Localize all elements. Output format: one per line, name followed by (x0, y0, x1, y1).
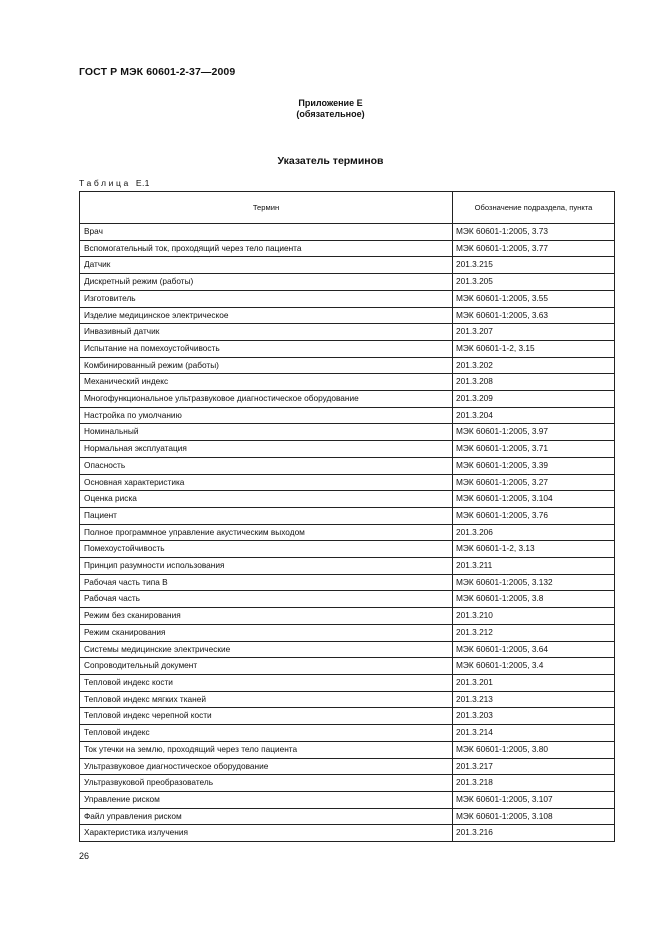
table-row (80, 340, 615, 357)
term-cell: Режим без сканирования (80, 608, 453, 625)
table-row (80, 741, 615, 758)
clause-cell: МЭК 60601-1:2005, 3.77 (453, 240, 615, 257)
term-cell: Сопроводительный документ (80, 658, 453, 675)
table-header-row (80, 192, 615, 224)
term-cell: Вспомогательный ток, проходящий через тело пациента (80, 240, 453, 257)
clause-cell: 201.3.208 (453, 374, 615, 391)
term-cell: Настройка по умолчанию (80, 407, 453, 424)
table-row (80, 407, 615, 424)
clause-cell: 201.3.218 (453, 775, 615, 792)
term-cell: Датчик (80, 257, 453, 274)
table-row (80, 591, 615, 608)
table-row (80, 357, 615, 374)
section-title: Указатель терминов (277, 155, 384, 167)
term-cell: Тепловой индекс кости (80, 674, 453, 691)
term-cell: Рабочая часть типа В (80, 574, 453, 591)
appendix-heading (0, 98, 661, 120)
clause-cell: МЭК 60601-1:2005, 3.108 (453, 808, 615, 825)
appendix-status: (обязательное) (296, 109, 365, 119)
term-cell: Ток утечки на землю, проходящий через тело пациента (80, 741, 453, 758)
table-row (80, 674, 615, 691)
table-row (80, 758, 615, 775)
table-row (80, 474, 615, 491)
table-row (80, 274, 615, 291)
term-cell: Помехоустойчивость (80, 541, 453, 558)
term-cell: Полное программное управление акустическим выходом (80, 524, 453, 541)
clause-cell: 201.3.203 (453, 708, 615, 725)
term-cell: Многофункциональное ультразвуковое диагностическое оборудование (80, 391, 453, 408)
table-row (80, 608, 615, 625)
clause-cell: 201.3.206 (453, 524, 615, 541)
table-row (80, 424, 615, 441)
term-cell: Системы медицинские электрические (80, 641, 453, 658)
table-row (80, 775, 615, 792)
table-row (80, 441, 615, 458)
table-row (80, 290, 615, 307)
table-row (80, 391, 615, 408)
clause-cell: МЭК 60601-1:2005, 3.104 (453, 491, 615, 508)
table-row (80, 558, 615, 575)
term-cell: Ультразвуковой преобразователь (80, 775, 453, 792)
table-row (80, 374, 615, 391)
term-cell: Пациент (80, 507, 453, 524)
terms-index-table (79, 191, 615, 842)
page-number: 26 (79, 851, 90, 861)
table-row (80, 658, 615, 675)
term-cell: Характеристика излучения (80, 825, 453, 842)
term-cell: Номинальный (80, 424, 453, 441)
clause-cell: 201.3.204 (453, 407, 615, 424)
clause-cell: 201.3.212 (453, 624, 615, 641)
term-cell: Ультразвуковое диагностическое оборудование (80, 758, 453, 775)
clause-cell: МЭК 60601-1:2005, 3.80 (453, 741, 615, 758)
clause-cell: 201.3.216 (453, 825, 615, 842)
table-row (80, 624, 615, 641)
term-cell: Файл управления риском (80, 808, 453, 825)
table-row (80, 708, 615, 725)
clause-cell: МЭК 60601-1:2005, 3.97 (453, 424, 615, 441)
clause-cell: МЭК 60601-1:2005, 3.4 (453, 658, 615, 675)
clause-cell: 201.3.217 (453, 758, 615, 775)
clause-cell: МЭК 60601-1:2005, 3.71 (453, 441, 615, 458)
term-cell: Оценка риска (80, 491, 453, 508)
table-row (80, 457, 615, 474)
table-row (80, 808, 615, 825)
table-row (80, 641, 615, 658)
term-cell: Врач (80, 224, 453, 241)
term-cell: Тепловой индекс (80, 725, 453, 742)
table-row (80, 825, 615, 842)
clause-cell: МЭК 60601-1:2005, 3.132 (453, 574, 615, 591)
term-cell: Инвазивный датчик (80, 324, 453, 341)
clause-cell: МЭК 60601-1:2005, 3.64 (453, 641, 615, 658)
table-row (80, 541, 615, 558)
clause-cell: МЭК 60601-1:2005, 3.39 (453, 457, 615, 474)
table-row (80, 324, 615, 341)
term-cell: Тепловой индекс черепной кости (80, 708, 453, 725)
table-caption-number: Е.1 (135, 178, 150, 188)
table-row (80, 307, 615, 324)
table-row (80, 224, 615, 241)
table-caption-label: Таблица (79, 178, 131, 188)
table-body (80, 224, 615, 842)
table-row (80, 791, 615, 808)
clause-cell: 201.3.205 (453, 274, 615, 291)
clause-cell: МЭК 60601-1:2005, 3.76 (453, 507, 615, 524)
term-cell: Изготовитель (80, 290, 453, 307)
term-cell: Испытание на помехоустойчивость (80, 340, 453, 357)
clause-cell: 201.3.214 (453, 725, 615, 742)
term-cell: Рабочая часть (80, 591, 453, 608)
term-cell: Основная характеристика (80, 474, 453, 491)
clause-cell: 201.3.201 (453, 674, 615, 691)
clause-cell: 201.3.215 (453, 257, 615, 274)
table-row (80, 524, 615, 541)
clause-cell: 201.3.209 (453, 391, 615, 408)
appendix-title: Приложение Е (298, 98, 363, 108)
clause-cell: 201.3.202 (453, 357, 615, 374)
clause-cell: МЭК 60601-1-2, 3.15 (453, 340, 615, 357)
clause-cell: МЭК 60601-1:2005, 3.63 (453, 307, 615, 324)
term-cell: Нормальная эксплуатация (80, 441, 453, 458)
clause-cell: МЭК 60601-1:2005, 3.27 (453, 474, 615, 491)
clause-cell: МЭК 60601-1:2005, 3.55 (453, 290, 615, 307)
term-cell: Принцип разумности использования (80, 558, 453, 575)
clause-cell: 201.3.210 (453, 608, 615, 625)
term-cell: Опасность (80, 457, 453, 474)
document-header: ГОСТ Р МЭК 60601-2-37—2009 (79, 66, 236, 78)
clause-cell: МЭК 60601-1:2005, 3.8 (453, 591, 615, 608)
table-row (80, 507, 615, 524)
column-header-term: Термин (80, 192, 453, 224)
clause-cell: 201.3.207 (453, 324, 615, 341)
clause-cell: МЭК 60601-1:2005, 3.73 (453, 224, 615, 241)
column-header-clause: Обозначение подраздела, пункта (453, 192, 615, 224)
term-cell: Тепловой индекс мягких тканей (80, 691, 453, 708)
term-cell: Режим сканирования (80, 624, 453, 641)
clause-cell: МЭК 60601-1-2, 3.13 (453, 541, 615, 558)
clause-cell: МЭК 60601-1:2005, 3.107 (453, 791, 615, 808)
clause-cell: 201.3.211 (453, 558, 615, 575)
table-row (80, 257, 615, 274)
table-row (80, 574, 615, 591)
term-cell: Механический индекс (80, 374, 453, 391)
table-row (80, 691, 615, 708)
term-cell: Управление риском (80, 791, 453, 808)
table-row (80, 725, 615, 742)
term-cell: Комбинированный режим (работы) (80, 357, 453, 374)
term-cell: Изделие медицинское электрическое (80, 307, 453, 324)
table-caption (79, 178, 150, 188)
table-row (80, 240, 615, 257)
clause-cell: 201.3.213 (453, 691, 615, 708)
term-cell: Дискретный режим (работы) (80, 274, 453, 291)
table-row (80, 491, 615, 508)
